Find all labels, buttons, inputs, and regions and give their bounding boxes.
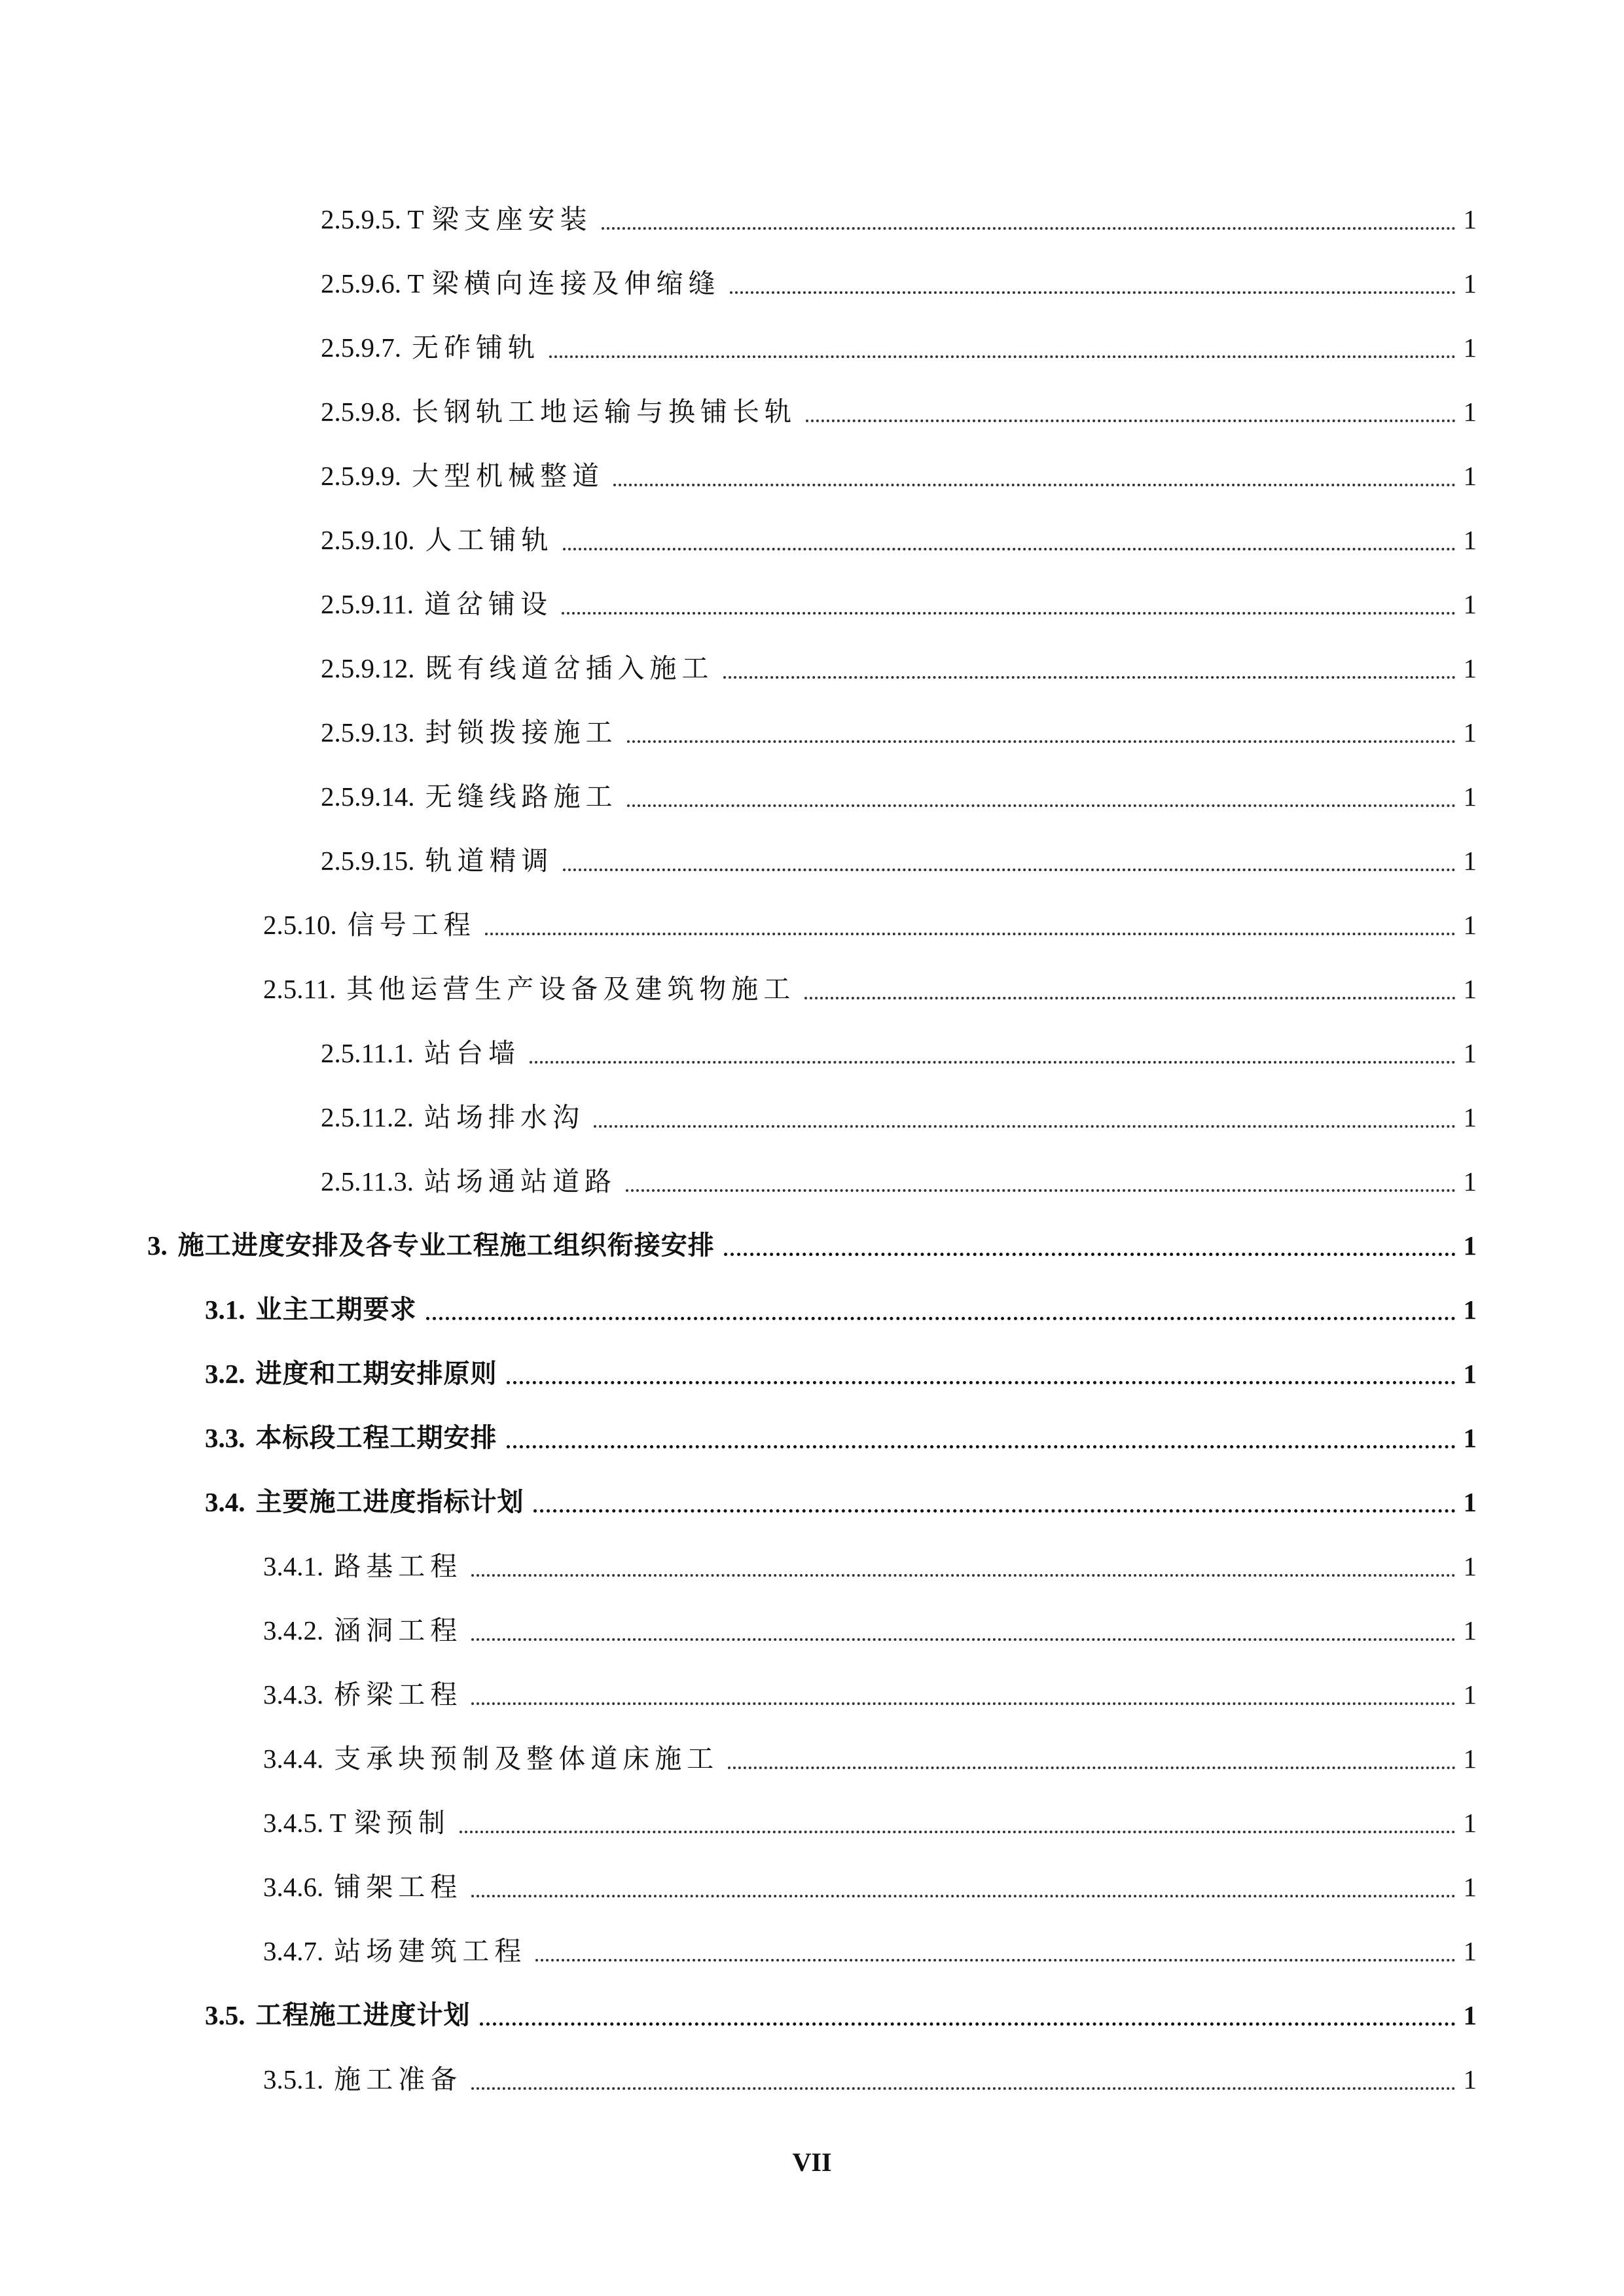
dot-leader: [563, 548, 1456, 550]
toc-entry-title: 主要施工进度指标计划: [255, 1487, 524, 1517]
toc-entry-title: 站场排水沟: [424, 1102, 585, 1132]
toc-entry-number: 2.5.9.10.: [321, 525, 415, 555]
toc-entry[interactable]: [263, 905, 1477, 944]
toc-entry-number: 3.: [147, 1230, 168, 1261]
toc-entry-number: 3.3.: [205, 1423, 245, 1453]
toc-entry-page: 1: [1463, 1551, 1477, 1581]
toc-entry-page: 1: [1463, 1359, 1477, 1389]
toc-entry-page: 1: [1463, 332, 1477, 363]
toc-entry-title: 封锁拨接施工: [425, 717, 618, 747]
toc-entry-title: 轨道精调: [425, 846, 554, 876]
dot-leader: [806, 420, 1456, 422]
toc-entry[interactable]: [321, 264, 1477, 303]
toc-entry-page: 1: [1463, 2000, 1477, 2030]
dot-leader: [533, 1509, 1456, 1513]
toc-entry-page: 1: [1463, 204, 1477, 234]
toc-entry-number: 3.4.1.: [263, 1551, 324, 1581]
toc-entry-title: 梁支座安装: [431, 204, 592, 234]
toc-entry-number: 3.5.1.: [263, 2064, 324, 2094]
toc-entry-title: 站台墙: [424, 1038, 520, 1068]
toc-entry-title: 施工进度安排及各专业工程施工组织衔接安排: [177, 1230, 715, 1261]
toc-entry-page: 1: [1463, 1423, 1477, 1453]
toc-entry-page: 1: [1463, 461, 1477, 491]
toc-entry-number: 3.4.: [205, 1487, 245, 1517]
dot-leader: [627, 740, 1456, 743]
toc-entry-number: 2.5.11.1.: [321, 1038, 414, 1068]
toc-entry[interactable]: [321, 1033, 1477, 1073]
toc-entry-page: 1: [1463, 1166, 1477, 1196]
toc-entry-number: 3.4.4.: [263, 1744, 324, 1774]
dot-leader: [549, 355, 1456, 358]
toc-section-entry[interactable]: [205, 1354, 1477, 1393]
dot-leader: [471, 1638, 1455, 1641]
dot-leader: [563, 869, 1456, 871]
toc-entry-number: 3.2.: [205, 1359, 245, 1389]
toc-entry-title: 梁横向连接及伸缩缝: [431, 268, 721, 298]
dot-leader: [723, 676, 1456, 679]
toc-entry-page: 1: [1463, 1295, 1477, 1325]
toc-entry-page: 1: [1463, 781, 1477, 812]
toc-entry-number: 2.5.9.6. T: [321, 268, 424, 298]
toc-entry[interactable]: [263, 1547, 1477, 1586]
toc-entry-title: 长钢轨工地运输与换铺长轨: [412, 397, 797, 427]
toc-chapter-entry[interactable]: [147, 1226, 1477, 1265]
toc-entry-number: 2.5.9.8.: [321, 397, 401, 427]
toc-entry-number: 2.5.9.5. T: [321, 204, 424, 234]
toc-entry-page: 1: [1463, 974, 1477, 1004]
dot-leader: [426, 1317, 1456, 1320]
toc-entry-page: 1: [1463, 1615, 1477, 1645]
toc-entry[interactable]: [321, 649, 1477, 688]
toc-entry-title: 站场通站道路: [424, 1166, 617, 1196]
toc-entry-number: 3.5.: [205, 2000, 245, 2030]
dot-leader: [535, 1959, 1455, 1962]
toc-entry-number: 2.5.9.14.: [321, 781, 415, 812]
toc-entry[interactable]: [321, 1098, 1477, 1137]
toc-entry-number: 2.5.9.12.: [321, 653, 415, 683]
toc-entry-page: 1: [1463, 1102, 1477, 1132]
toc-section-entry[interactable]: [205, 1290, 1477, 1329]
toc-entry-number: 3.4.3.: [263, 1679, 324, 1710]
toc-entry-title: 涵洞工程: [334, 1615, 463, 1645]
dot-leader: [804, 997, 1455, 999]
toc-entry-title: 无砟铺轨: [412, 332, 540, 363]
toc-entry[interactable]: [263, 1675, 1477, 1714]
toc-entry-page: 1: [1463, 2064, 1477, 2094]
toc-entry-page: 1: [1463, 1744, 1477, 1774]
toc-entry-page: 1: [1463, 717, 1477, 747]
toc-entry-page: 1: [1463, 846, 1477, 876]
toc-entry-title: 路基工程: [334, 1551, 463, 1581]
toc-entry-page: 1: [1463, 653, 1477, 683]
dot-leader: [507, 1445, 1456, 1448]
toc-entry[interactable]: [321, 200, 1477, 239]
toc-entry-page: 1: [1463, 910, 1477, 940]
dot-leader: [724, 1253, 1456, 1256]
toc-entry-page: 1: [1463, 1038, 1477, 1068]
dot-leader: [485, 933, 1456, 935]
dot-leader: [471, 1702, 1455, 1705]
toc-entry-number: 3.4.7.: [263, 1936, 324, 1966]
toc-entry-title: 无缝线路施工: [425, 781, 618, 812]
toc-entry-title: 本标段工程工期安排: [255, 1423, 497, 1453]
dot-leader: [480, 2022, 1456, 2026]
toc-entry-title: 信号工程: [347, 910, 476, 940]
toc-entry-title: 进度和工期安排原则: [255, 1359, 497, 1389]
dot-leader: [613, 484, 1456, 486]
toc-entry-title: 业主工期要求: [255, 1295, 417, 1325]
toc-entry-number: 2.5.9.9.: [321, 461, 401, 491]
toc-entry-number: 3.4.6.: [263, 1872, 324, 1902]
dot-leader: [602, 227, 1456, 230]
toc-entry[interactable]: [321, 841, 1477, 880]
toc-entry-number: 3.4.5. T: [263, 1808, 346, 1838]
toc-entry-title: 施工准备: [334, 2064, 463, 2094]
toc-entry-page: 1: [1463, 525, 1477, 555]
toc-entry-number: 2.5.11.3.: [321, 1166, 414, 1196]
toc-entry-number: 2.5.11.2.: [321, 1102, 414, 1132]
dot-leader: [471, 1895, 1455, 1897]
toc-entry-title: 既有线道岔插入施工: [425, 653, 714, 683]
toc-entry-number: 2.5.9.11.: [321, 589, 414, 619]
toc-entry-number: 2.5.9.7.: [321, 332, 401, 363]
toc-entry[interactable]: [321, 456, 1477, 495]
toc-entry-number: 2.5.11.: [263, 974, 336, 1004]
toc-entry-title: 人工铺轨: [425, 525, 554, 555]
dot-leader: [460, 1831, 1456, 1833]
toc-entry-page: 1: [1463, 1872, 1477, 1902]
toc-entry-title: 道岔铺设: [424, 589, 552, 619]
toc-entry-page: 1: [1463, 397, 1477, 427]
toc-entry-title: 桥梁工程: [334, 1679, 463, 1710]
toc-entry-title: 站场建筑工程: [334, 1936, 527, 1966]
toc-entry-page: 1: [1463, 1679, 1477, 1710]
toc-entry[interactable]: [263, 1803, 1477, 1842]
toc-entry[interactable]: [263, 1867, 1477, 1907]
toc-section-entry[interactable]: [205, 1418, 1477, 1458]
toc-entry[interactable]: [321, 328, 1477, 367]
toc-entry-page: 1: [1463, 1230, 1477, 1261]
toc-entry-title: 梁预制: [353, 1808, 450, 1838]
toc-entry-number: 3.4.2.: [263, 1615, 324, 1645]
toc-entry-page: 1: [1463, 268, 1477, 298]
toc-entry-title: 其他运营生产设备及建筑物施工: [346, 974, 796, 1004]
toc-entry-number: 3.1.: [205, 1295, 245, 1325]
toc-entry[interactable]: [263, 1739, 1477, 1778]
toc-entry[interactable]: [321, 1162, 1477, 1201]
page-number-footer: VII: [792, 2147, 832, 2177]
toc-entry[interactable]: [321, 713, 1477, 752]
dot-leader: [627, 804, 1456, 807]
toc-entry-number: 2.5.9.15.: [321, 846, 415, 876]
toc-entry[interactable]: [321, 392, 1477, 431]
toc-entry-title: 工程施工进度计划: [255, 2000, 471, 2030]
toc-entry[interactable]: [321, 584, 1477, 624]
toc-entry-page: 1: [1463, 1808, 1477, 1838]
toc-entry[interactable]: [263, 1931, 1477, 1971]
toc-entry-page: 1: [1463, 1487, 1477, 1517]
toc-entry[interactable]: [321, 520, 1477, 560]
toc-section-entry[interactable]: [205, 1482, 1477, 1522]
toc-entry[interactable]: [263, 1611, 1477, 1650]
toc-entry-number: 2.5.9.13.: [321, 717, 415, 747]
toc-entry[interactable]: [321, 777, 1477, 816]
toc-entry-title: 大型机械整道: [412, 461, 604, 491]
toc-entry-number: 2.5.10.: [263, 910, 337, 940]
dot-leader: [471, 2087, 1455, 2090]
dot-leader: [594, 1125, 1456, 1128]
dot-leader: [471, 1574, 1455, 1577]
dot-leader: [562, 612, 1456, 615]
toc-entry[interactable]: [263, 2060, 1477, 2099]
toc-entry[interactable]: [263, 969, 1477, 1009]
dot-leader: [728, 1767, 1455, 1769]
toc-entry-page: 1: [1463, 1936, 1477, 1966]
toc-section-entry[interactable]: [205, 1996, 1477, 2035]
toc-entry-page: 1: [1463, 589, 1477, 619]
toc-entry-title: 支承块预制及整体道床施工: [334, 1744, 719, 1774]
dot-leader: [507, 1381, 1456, 1384]
dot-leader: [626, 1189, 1456, 1192]
dot-leader: [530, 1061, 1456, 1064]
dot-leader: [730, 291, 1456, 294]
toc-entry-title: 铺架工程: [334, 1872, 463, 1902]
